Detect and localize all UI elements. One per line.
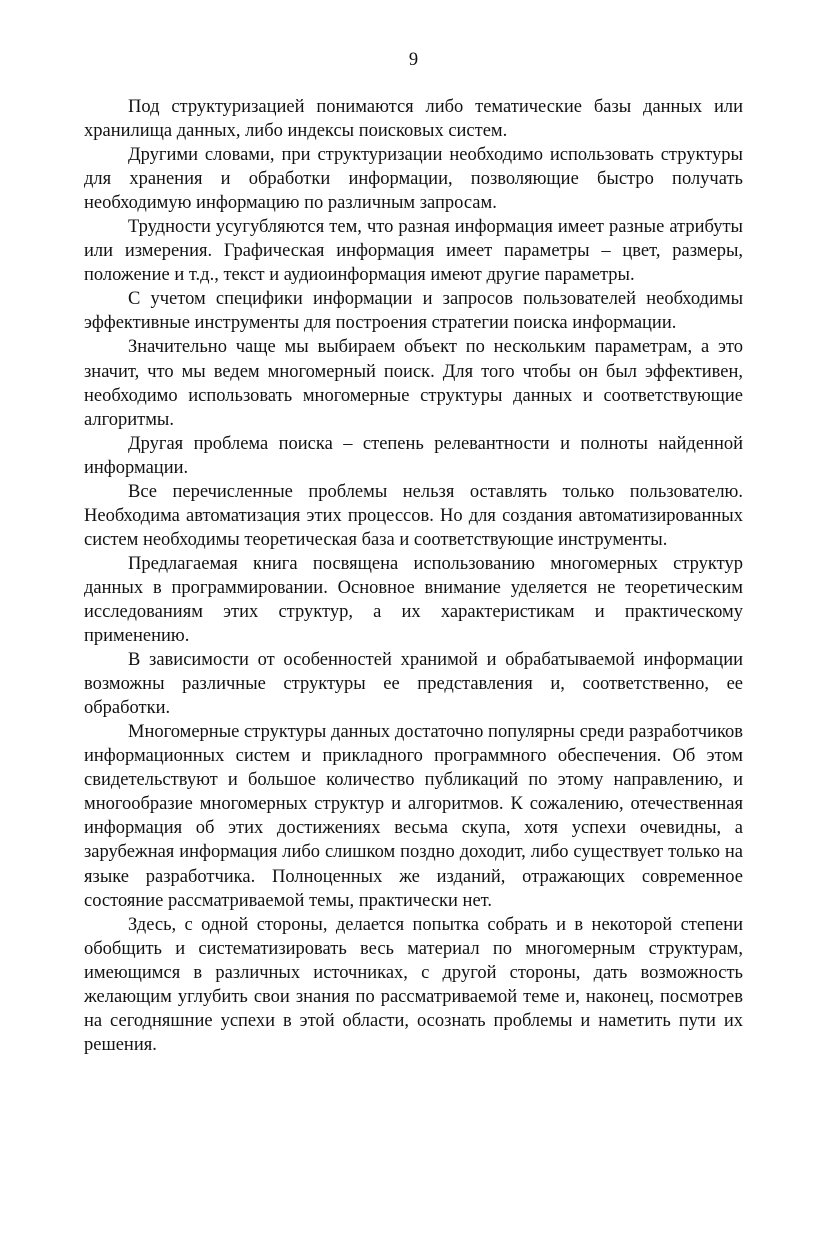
paragraph: Значительно чаще мы выбираем объект по нескольким параметрам, а это значит, что мы ведем многомерный поиск. Для того чтобы он был эффективен, необходимо использовать многомерные структуры данных и соответствующие алгоритмы.: [84, 337, 743, 430]
paragraph: Трудности усугубляются тем, что разная информация имеет разные атрибуты или измерения. Графическая информация имеет параметры – цвет, размеры, положение и т.д., текст и аудиоинформация имеют другие параметры.: [84, 217, 743, 286]
paragraph: Все перечисленные проблемы нельзя оставлять только пользователю. Необходима автоматизация этих процессов. Но для создания автоматизированных систем необходимы теоретическая база и соответствующие инструменты.: [84, 481, 743, 550]
paragraph: Другими словами, при структуризации необходимо использовать структуры для хранения и обработки информации, позволяющие быстро получать необходимую информацию по различным запросам.: [84, 145, 743, 214]
paragraph: Здесь, с одной стороны, делается попытка собрать и в некоторой степени обобщить и систематизировать весь материал по многомерным структурам, имеющимся в различных источниках, с другой стороны, дать возможность желающим углубить свои знания по рассматриваемой теме и, наконец, посмотрев на сегодняшние успехи в этой области, осознать проблемы и наметить пути их решения.: [84, 914, 743, 1055]
paragraph: В зависимости от особенностей хранимой и обрабатываемой информации возможны различные структуры ее представления и, соответственно, ее обработки.: [84, 650, 743, 719]
paragraph: Многомерные структуры данных достаточно популярны среди разработчиков информационных систем и прикладного программного обеспечения. Об этом свидетельствуют и большое количество публикаций по этому направлению, и многообразие многомерных структур и алгоритмов. К сожалению, отечественная информация об этих достижениях весьма скупа, хотя успехи очевидны, а зарубежная информация либо слишком поздно доходит, либо существует только на языке разработчика. Полноценных же изданий, отражающих современное состояние рассматриваемой темы, практически нет.: [84, 722, 743, 911]
page-number: 9: [408, 50, 419, 70]
body-text: [84, 95, 743, 1057]
paragraph: Под структуризацией понимаются либо тематические базы данных или хранилища данных, либо индексы поисковых систем.: [84, 97, 743, 142]
paragraph: Другая проблема поиска – степень релевантности и полноты найденной информации.: [84, 433, 743, 478]
paragraph: С учетом специфики информации и запросов пользователей необходимы эффективные инструменты для построения стратегии поиска информации.: [84, 289, 743, 334]
paragraph: Предлагаемая книга посвящена использованию многомерных структур данных в программировании. Основное внимание уделяется не теоретическим исследованиям этих структур, а их характеристикам и практическому применению.: [84, 553, 743, 647]
